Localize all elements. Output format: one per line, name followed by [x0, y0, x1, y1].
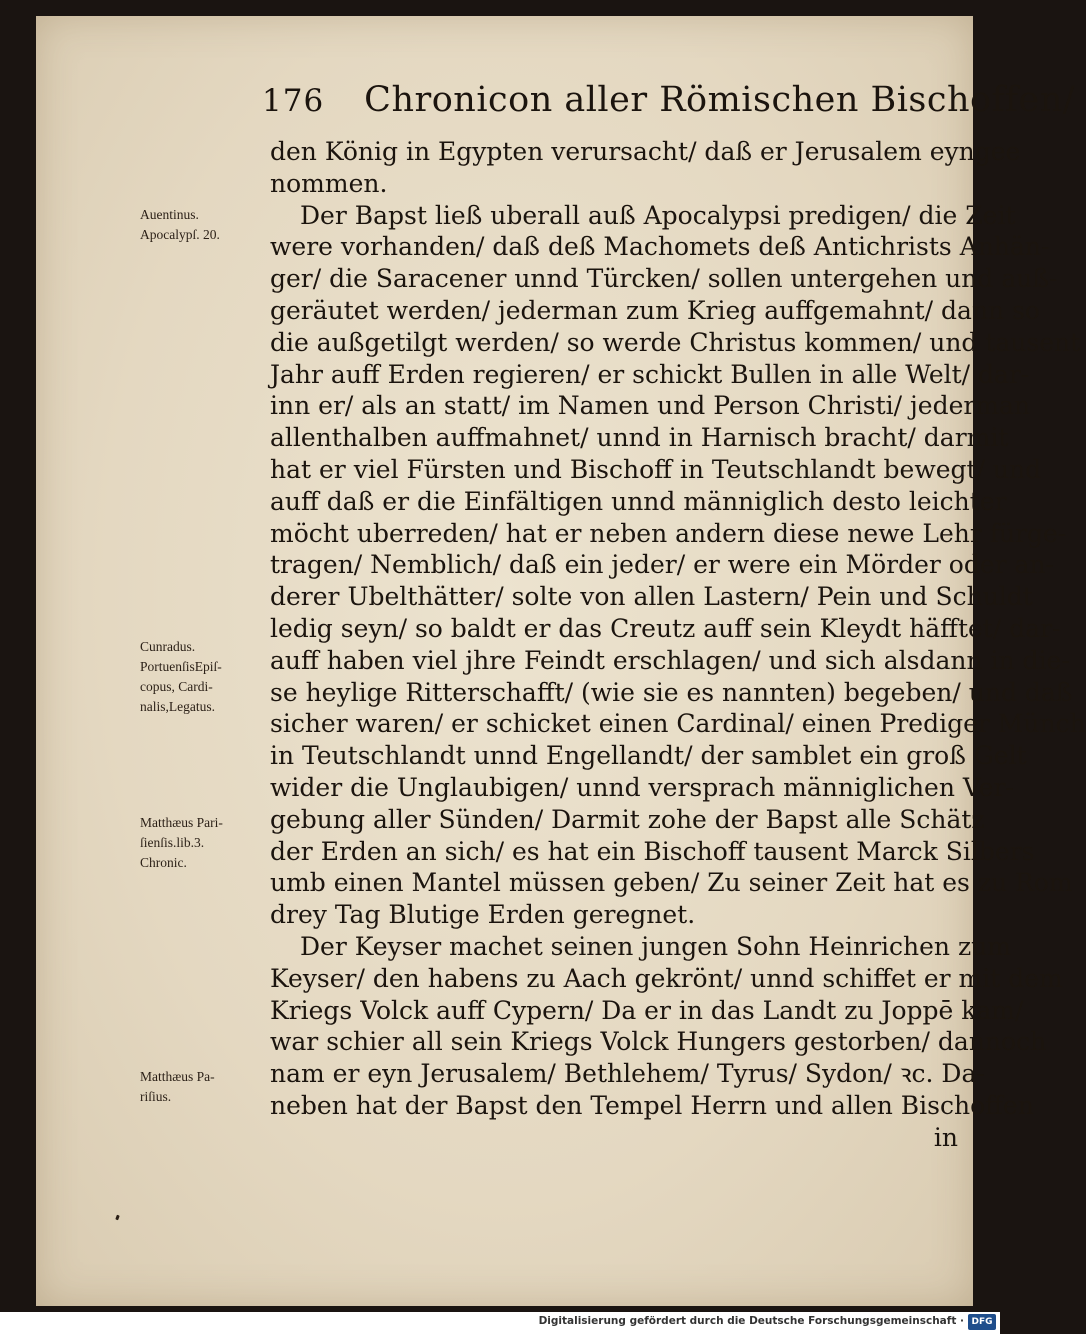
- page-title: Chronicon aller Römischen Bischoffen/: [364, 80, 1076, 120]
- margin-note-line: Matthæus Pa-: [140, 1069, 215, 1084]
- text-line: drey Tag Blutige Erden geregnet.: [270, 900, 696, 930]
- margin-note-line: nalis,Legatus.: [140, 699, 215, 714]
- text-line: der Erden an sich/ es hat ein Bischoff tausent Marck Silbers: [270, 836, 1035, 866]
- footer-credit: Digitalisierung gefördert durch die Deutsche Forschungsgemeinschaft ·: [538, 1315, 964, 1327]
- text-line: Keyser/ den habens zu Aach gekrönt/ unnd schiffet er mit dem: [270, 963, 1063, 993]
- running-head: [262, 80, 1076, 130]
- margin-note-line: PortuenſisEpiſ-: [140, 659, 222, 674]
- text-line: möcht uberreden/ hat er neben andern diese newe Lehr fürge-: [270, 518, 1067, 548]
- margin-note-line: copus, Cardi-: [140, 679, 213, 694]
- main-text: [270, 136, 1086, 1154]
- text-line: auff daß er die Einfältigen unnd männiglich desto leichter: [270, 486, 1007, 516]
- text-line: nam er eyn Jerusalem/ Bethlehem/ Tyrus/ Sydon/ ꝛc. Da-: [270, 1059, 985, 1089]
- text-line: neben hat der Bapst den Tempel Herrn und allen Bischoffen: [270, 1090, 1034, 1120]
- text-line: se heylige Ritterschafft/ (wie sie es nannten) begeben/ und daß: [270, 677, 1073, 707]
- margin-note-line: ſienſis.lib.3.: [140, 835, 205, 850]
- text-line: war schier all sein Kriegs Volck Hungers gestorben/ dannoch: [270, 1027, 1047, 1057]
- text-line: allenthalben auffmahnet/ unnd in Harnisch bracht/ darmit: [270, 423, 1009, 453]
- text-line: tragen/ Nemblich/ daß ein jeder/ er were ein Mörder oder an-: [270, 550, 1054, 580]
- text-line: umb einen Mantel müssen geben/ Zu seiner Zeit hat es zu Rom: [270, 868, 1073, 898]
- text-line: Jahr auff Erden regieren/ er schickt Bullen in alle Welt/ dar-: [270, 359, 1030, 389]
- margin-note: [140, 637, 268, 717]
- margin-note: [140, 1067, 268, 1107]
- margin-note-line: Chronic.: [140, 855, 187, 870]
- text-line: auff haben viel jhre Feindt erschlagen/ und sich alsdann in die-: [270, 645, 1070, 675]
- dfg-logo: DFG: [968, 1314, 996, 1330]
- text-line: ger/ die Saracener unnd Türcken/ sollen untergehen und auß-: [270, 264, 1058, 294]
- margin-note-line: Matthæus Pari-: [140, 815, 223, 830]
- text-line: den König in Egypten verursacht/ daß er Jerusalem eyngee: [270, 137, 1021, 166]
- margin-note-line: Apocalypſ. 20.: [140, 227, 220, 242]
- text-line: wider die Unglaubigen/ unnd versprach männiglichen Ver-: [270, 772, 1014, 802]
- text-line: ledig seyn/ so baldt er das Creutz auff sein Kleydt häfftet/ dar-: [270, 613, 1061, 643]
- text-line: gebung aller Sünden/ Darmit zohe der Bapst alle Schätz: [270, 804, 985, 834]
- margin-note: [140, 813, 268, 873]
- text-line: hat er viel Fürsten und Bischoff in Teutschlandt bewegt/ und: [270, 454, 1042, 484]
- text-line: die außgetilgt werden/ so werde Christus kommen/ und tausent: [270, 327, 1081, 357]
- text-line: Der Bapst ließ uberall auß Apocalypsi predigen/ die Zeit: [300, 200, 1016, 230]
- text-line: Kriegs Volck auff Cypern/ Da er in das Landt zu Joppē kam/: [270, 995, 1024, 1025]
- margin-note-line: riſius.: [140, 1089, 172, 1104]
- text-line: in Teutschlandt unnd Engellandt/ der samblet ein groß Gelt: [270, 741, 1027, 771]
- text-line: geräutet werden/ jederman zum Krieg auffgemahnt/ dann so: [270, 295, 1040, 325]
- margin-note-line: Cunradus.: [140, 639, 196, 654]
- catchword: in: [933, 1122, 958, 1152]
- text-line: were vorhanden/ daß deß Machomets deß Antichrists Anhän-: [270, 232, 1050, 262]
- page-number: 176: [262, 83, 325, 119]
- margin-note-line: Auentinus.: [140, 207, 199, 222]
- text-line: inn er/ als an statt/ im Namen und Person Christi/ jederman: [270, 391, 1031, 421]
- text-line: Der Keyser machet seinen jungen Sohn Heinrichen zum: [300, 931, 1011, 961]
- text-line: derer Ubelthätter/ solte von allen Lastern/ Pein und Schuldt: [270, 582, 1033, 612]
- text-line: sicher waren/ er schicket einen Cardinal/ einen Prediger Münch: [270, 709, 1086, 739]
- margin-note: [140, 205, 268, 245]
- text-line: nommen.: [270, 168, 388, 198]
